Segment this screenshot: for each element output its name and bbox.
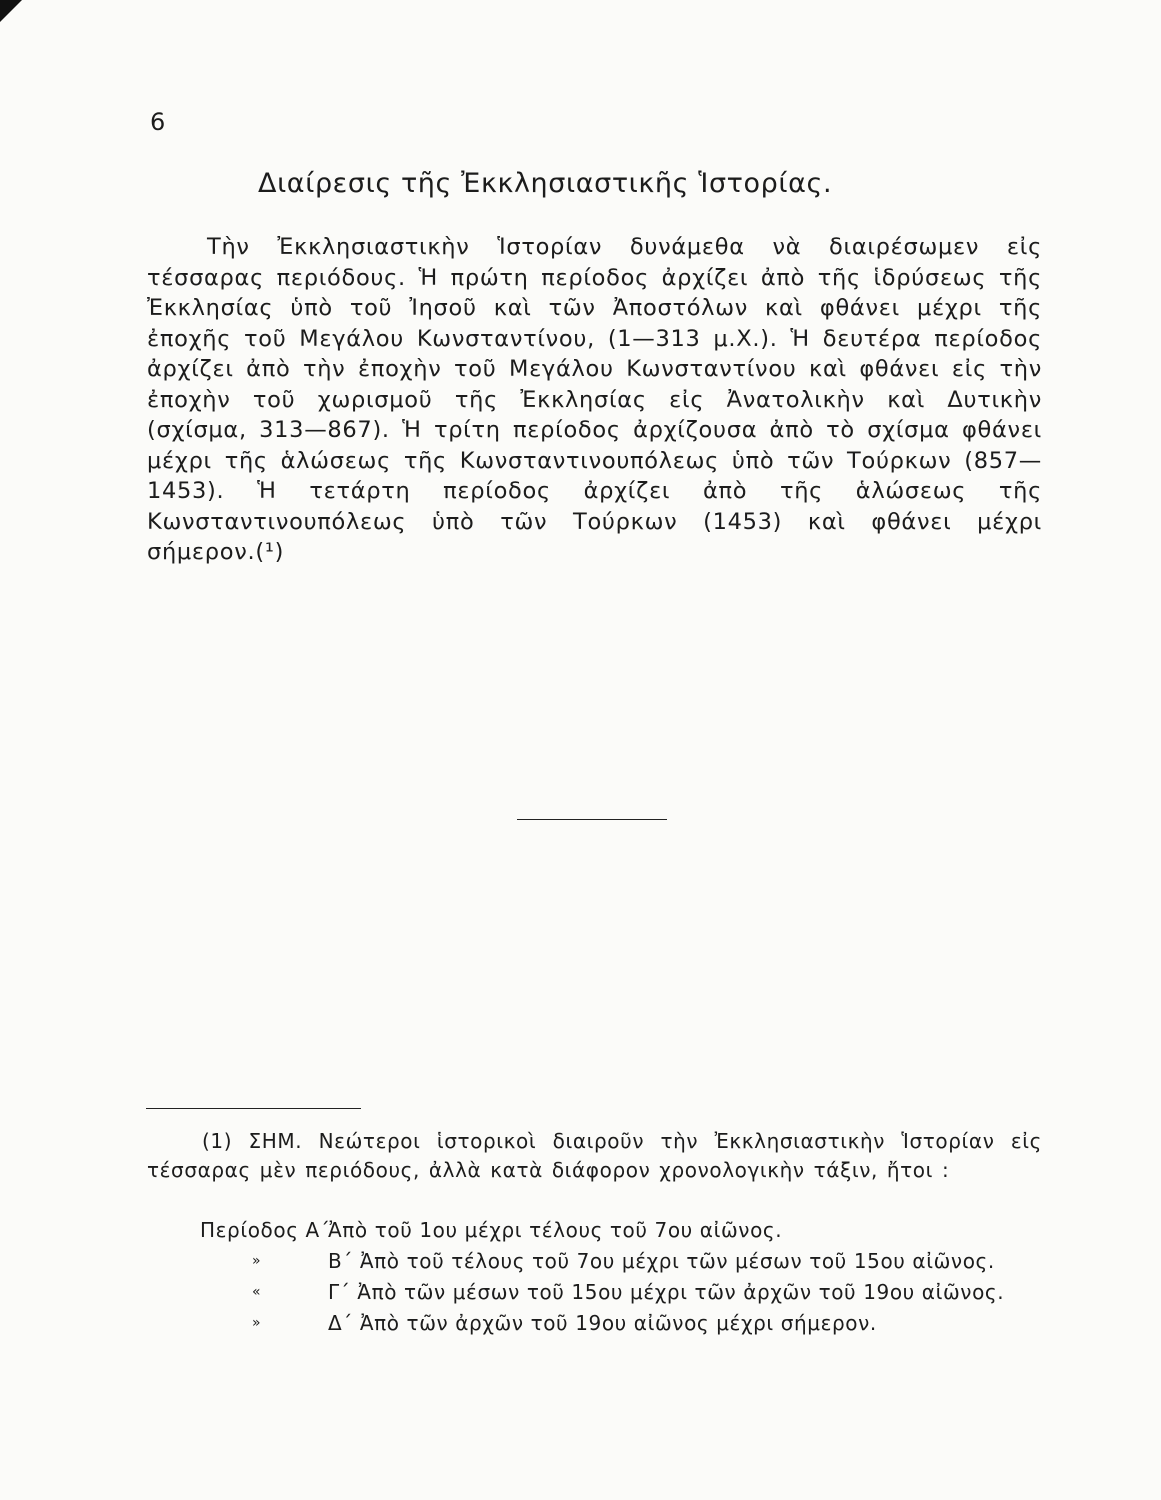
- period-ditto-mark: »: [252, 1253, 262, 1269]
- period-item-a: [200, 1216, 1040, 1244]
- period-list: [200, 1216, 1040, 1337]
- period-text: Β΄ Ἀπὸ τοῦ τέλους τοῦ 7ου μέχρι τῶν μέσων τοῦ 15ου αἰῶνος.: [328, 1249, 995, 1273]
- period-text: Ἀπὸ τοῦ 1ου μέχρι τέλους τοῦ 7ου αἰῶνος.: [328, 1218, 783, 1242]
- period-item-c: [200, 1278, 1040, 1306]
- period-item-b: [200, 1247, 1040, 1275]
- footnote-text: (1) ΣΗΜ. Νεώτεροι ἱστορικοὶ διαιροῦν τὴν Ἐκκλησιαστικὴν Ἱστορίαν εἰς τέσσαρας μὲν περιόδους, ἀλλὰ κατὰ διάφορον χρονολογικὴν τάξιν, ἤτοι :: [147, 1129, 1042, 1182]
- scan-corner-mark: [0, 0, 22, 22]
- footnote-divider: [146, 1108, 361, 1109]
- period-text: Γ΄ Ἀπὸ τῶν μέσων τοῦ 15ου μέχρι τῶν ἀρχῶν τοῦ 19ου αἰῶνος.: [328, 1280, 1005, 1304]
- body-paragraph: Τὴν Ἐκκλησιαστικὴν Ἱστορίαν δυνάμεθα νὰ διαιρέσωμεν εἰς τέσσαρας περιόδους. Ἡ πρώτη περίοδος ἀρχίζει ἀπὸ τῆς ἱδρύσεως τῆς Ἐκκλησίας ὑπὸ τοῦ Ἰησοῦ καὶ τῶν Ἀποστόλων καὶ φθάνει μέχρι τῆς ἐποχῆς τοῦ Μεγάλου Κωνσταντίνου, (1—313 μ.Χ.). Ἡ δευτέρα περίοδος ἀρχίζει ἀπὸ τὴν ἐποχὴν τοῦ Μεγάλου Κωνσταντίνου καὶ φθάνει εἰς τὴν ἐποχὴν τοῦ χωρισμοῦ τῆς Ἐκκλησίας εἰς Ἀνατολικὴν καὶ Δυτικὴν (σχίσμα, 313—867). Ἡ τρίτη περίοδος ἀρχίζουσα ἀπὸ τὸ σχίσμα φθάνει μέχρι τῆς ἁλώσεως τῆς Κωνσταντινουπόλεως ὑπὸ τῶν Τούρκων (857—1453). Ἡ τετάρτη περίοδος ἀρχίζει ἀπὸ τῆς ἁλώσεως τῆς Κωνσταντινουπόλεως ὑπὸ τῶν Τούρκων (1453) καὶ φθάνει μέχρι σήμερον.(¹): [147, 234, 1042, 565]
- period-item-d: [200, 1309, 1040, 1337]
- page-title: Διαίρεσις τῆς Ἐκκλησιαστικῆς Ἱστορίας.: [258, 168, 833, 199]
- page-number: 6: [150, 108, 167, 136]
- period-prefix: Περίοδος Α΄: [200, 1218, 331, 1242]
- period-text: Δ΄ Ἀπὸ τῶν ἀρχῶν τοῦ 19ου αἰῶνος μέχρι σήμερον.: [328, 1311, 877, 1335]
- period-ditto-mark: »: [252, 1315, 262, 1331]
- period-ditto-mark: «: [252, 1284, 262, 1300]
- section-divider: [517, 819, 667, 820]
